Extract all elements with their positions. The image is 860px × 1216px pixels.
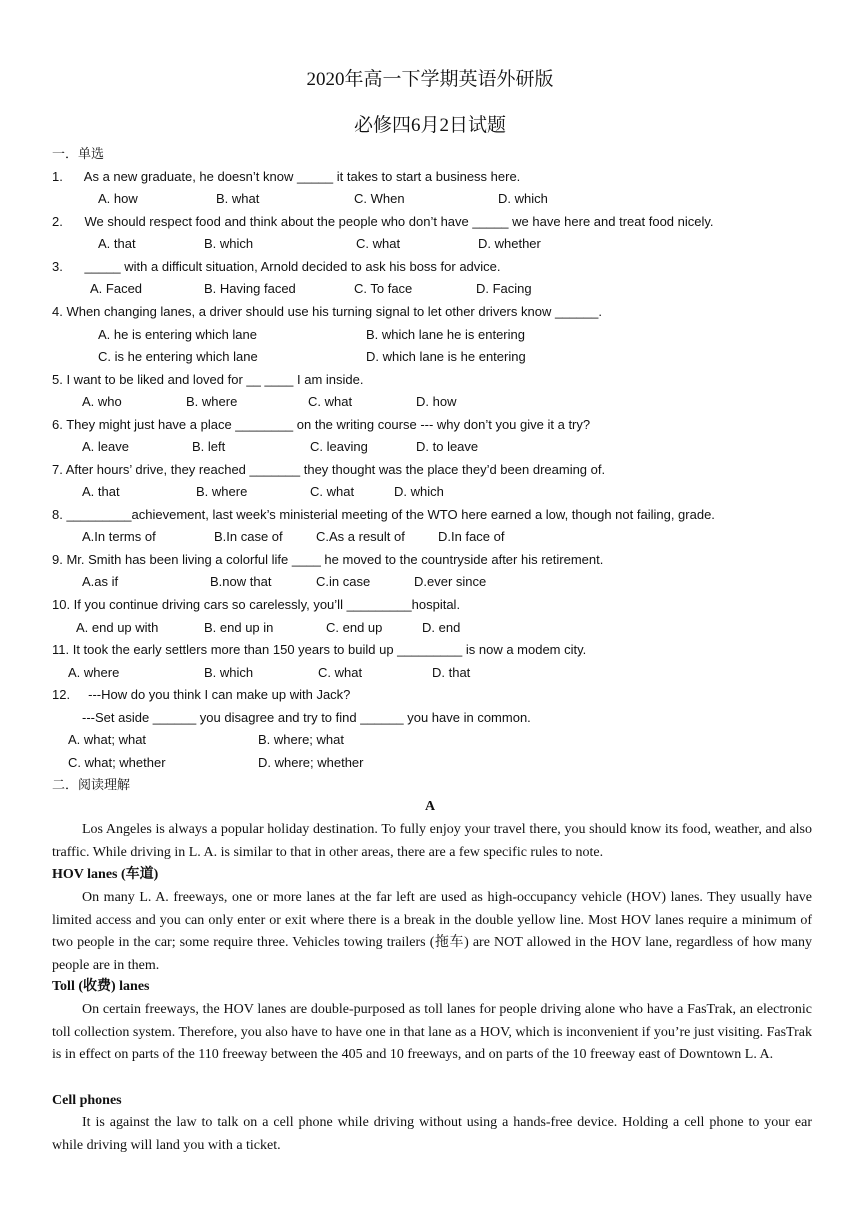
section-heading-single-choice: 一．单选 — [52, 146, 105, 161]
question-1-option-b: B. what — [216, 191, 260, 206]
question-1-stem: 1. As a new graduate, he doesn’t know _____ it takes to start a business here. — [52, 169, 521, 184]
passage-paragraph-1: Los Angeles is always a popular holiday destination. To fully enjoy your travel there, you should know its food, weather, and also traffic. While driving in L. A. is similar to that in other areas, there are a few specific rules to note. — [52, 822, 812, 860]
question-5-option-c: C. what — [308, 394, 353, 409]
question-11-option-a: A. where — [68, 665, 120, 680]
question-2-stem: 2. We should respect food and think about the people who don’t have _____ we have here and treat food nicely. — [52, 214, 714, 229]
question-4-option-b: B. which lane he is entering — [366, 327, 525, 342]
question-3-option-c: C. To face — [354, 281, 413, 296]
question-3-stem: 3. _____ with a difficult situation, Arnold decided to ask his boss for advice. — [52, 259, 501, 274]
question-9-option-b: B.now that — [210, 574, 272, 589]
question-4-stem: 4. When changing lanes, a driver should use his turning signal to let other drivers know ______. — [52, 304, 602, 319]
question-10-stem: 10. If you continue driving cars so carelessly, you’ll _________hospital. — [52, 597, 461, 612]
question-8-option-d: D.In face of — [438, 529, 505, 544]
question-8-option-c: C.As a result of — [316, 529, 405, 544]
question-8-stem: 8. _________achievement, last week’s ministerial meeting of the WTO here earned a low, though not failing, grade. — [52, 507, 715, 522]
question-12-stem-reply: ---Set aside ______ you disagree and try to find ______ you have in common. — [82, 710, 531, 725]
question-11-option-b: B. which — [204, 665, 254, 680]
question-12-option-a: A. what; what — [68, 732, 147, 747]
question-3-option-d: D. Facing — [476, 281, 532, 296]
question-12-option-c: C. what; whether — [68, 755, 166, 770]
question-7-option-d: D. which — [394, 484, 444, 499]
question-7-stem: 7. After hours’ drive, they reached _______ they thought was the place they’d been dreaming of. — [52, 462, 606, 477]
question-6-option-d: D. to leave — [416, 439, 479, 454]
subheading-cell-phones: Cell phones — [52, 1093, 122, 1108]
subheading-hov-lanes: HOV lanes (车道) — [52, 867, 159, 882]
question-10-option-c: C. end up — [326, 620, 383, 635]
question-1-option-d: D. which — [498, 191, 548, 206]
question-8-option-a: A.In terms of — [82, 529, 156, 544]
passage-paragraph-2: On many L. A. freeways, one or more lanes at the far left are used as high-occupancy vehicle (HOV) lanes. They usually have limited access and you can only enter or exit where there is a break in the double yellow line. Most HOV lanes require a minimum of two people in the car; some require three. Vehicles towing trailers (拖车) are NOT allowed in the HOV lane, regardless of how many people are in them. — [52, 890, 812, 973]
passage-paragraph-4: It is against the law to talk on a cell phone while driving without using a hands-free device. Holding a cell phone to your ear while driving will land you with a ticket. — [52, 1115, 812, 1153]
question-7-option-c: C. what — [310, 484, 355, 499]
question-6-option-c: C. leaving — [310, 439, 368, 454]
question-3-option-b: B. Having faced — [204, 281, 296, 296]
passage-label: A — [424, 799, 436, 814]
question-9-option-c: C.in case — [316, 574, 371, 589]
question-6-option-a: A. leave — [82, 439, 129, 454]
question-11-option-d: D. that — [432, 665, 471, 680]
question-11-option-c: C. what — [318, 665, 363, 680]
question-10-option-a: A. end up with — [76, 620, 159, 635]
question-3-option-a: A. Faced — [90, 281, 143, 296]
question-2-option-a: A. that — [98, 236, 136, 251]
question-7-option-b: B. where — [196, 484, 248, 499]
question-9-option-d: D.ever since — [414, 574, 487, 589]
title-line-2: 必修四6月2日试题 — [353, 115, 506, 136]
question-10-option-d: D. end — [422, 620, 461, 635]
question-12-option-b: B. where; what — [258, 732, 344, 747]
question-6-stem: 6. They might just have a place ________ on the writing course --- why don’t you give it a try? — [52, 417, 591, 432]
title-line-1: 2020年高一下学期英语外研版 — [306, 69, 554, 90]
question-5-option-b: B. where — [186, 394, 238, 409]
question-4-option-a: A. he is entering which lane — [98, 327, 257, 342]
passage-paragraph-3: On certain freeways, the HOV lanes are double-purposed as toll lanes for people driving alone who have a FasTrak, an electronic toll collection system. Therefore, you also have to have one in that lane as a HOV, which is inconvenient if you’re just visiting. FasTrak is in effect on parts of the 110 freeway between the 405 and 10 freeways, and on parts of the 10 freeway east of Downtown L. A. — [52, 1002, 812, 1062]
question-1-option-a: A. how — [98, 191, 138, 206]
question-11-stem: 11. It took the early settlers more than 150 years to build up _________ is now a modem city. — [52, 642, 587, 657]
question-5-option-d: D. how — [416, 394, 457, 409]
section-heading-reading: 二．阅读理解 — [52, 777, 131, 792]
question-12-stem: 12. ---How do you think I can make up with Jack? — [52, 687, 351, 702]
question-8-option-b: B.In case of — [214, 529, 283, 544]
question-1-option-c: C. When — [354, 191, 405, 206]
question-2-option-b: B. which — [204, 236, 254, 251]
question-5-stem: 5. I want to be liked and loved for __ ____ I am inside. — [52, 372, 364, 387]
question-5-option-a: A. who — [82, 394, 122, 409]
question-2-option-d: D. whether — [478, 236, 541, 251]
question-2-option-c: C. what — [356, 236, 401, 251]
question-4-option-d: D. which lane is he entering — [366, 349, 526, 364]
question-7-option-a: A. that — [82, 484, 120, 499]
question-4-option-c: C. is he entering which lane — [98, 349, 258, 364]
question-6-option-b: B. left — [192, 439, 226, 454]
subheading-toll-lanes: Toll (收费) lanes — [52, 979, 150, 994]
question-12-option-d: D. where; whether — [258, 755, 364, 770]
question-9-option-a: A.as if — [82, 574, 119, 589]
question-9-stem: 9. Mr. Smith has been living a colorful life ____ he moved to the countryside after his retirement. — [52, 552, 604, 567]
question-10-option-b: B. end up in — [204, 620, 274, 635]
